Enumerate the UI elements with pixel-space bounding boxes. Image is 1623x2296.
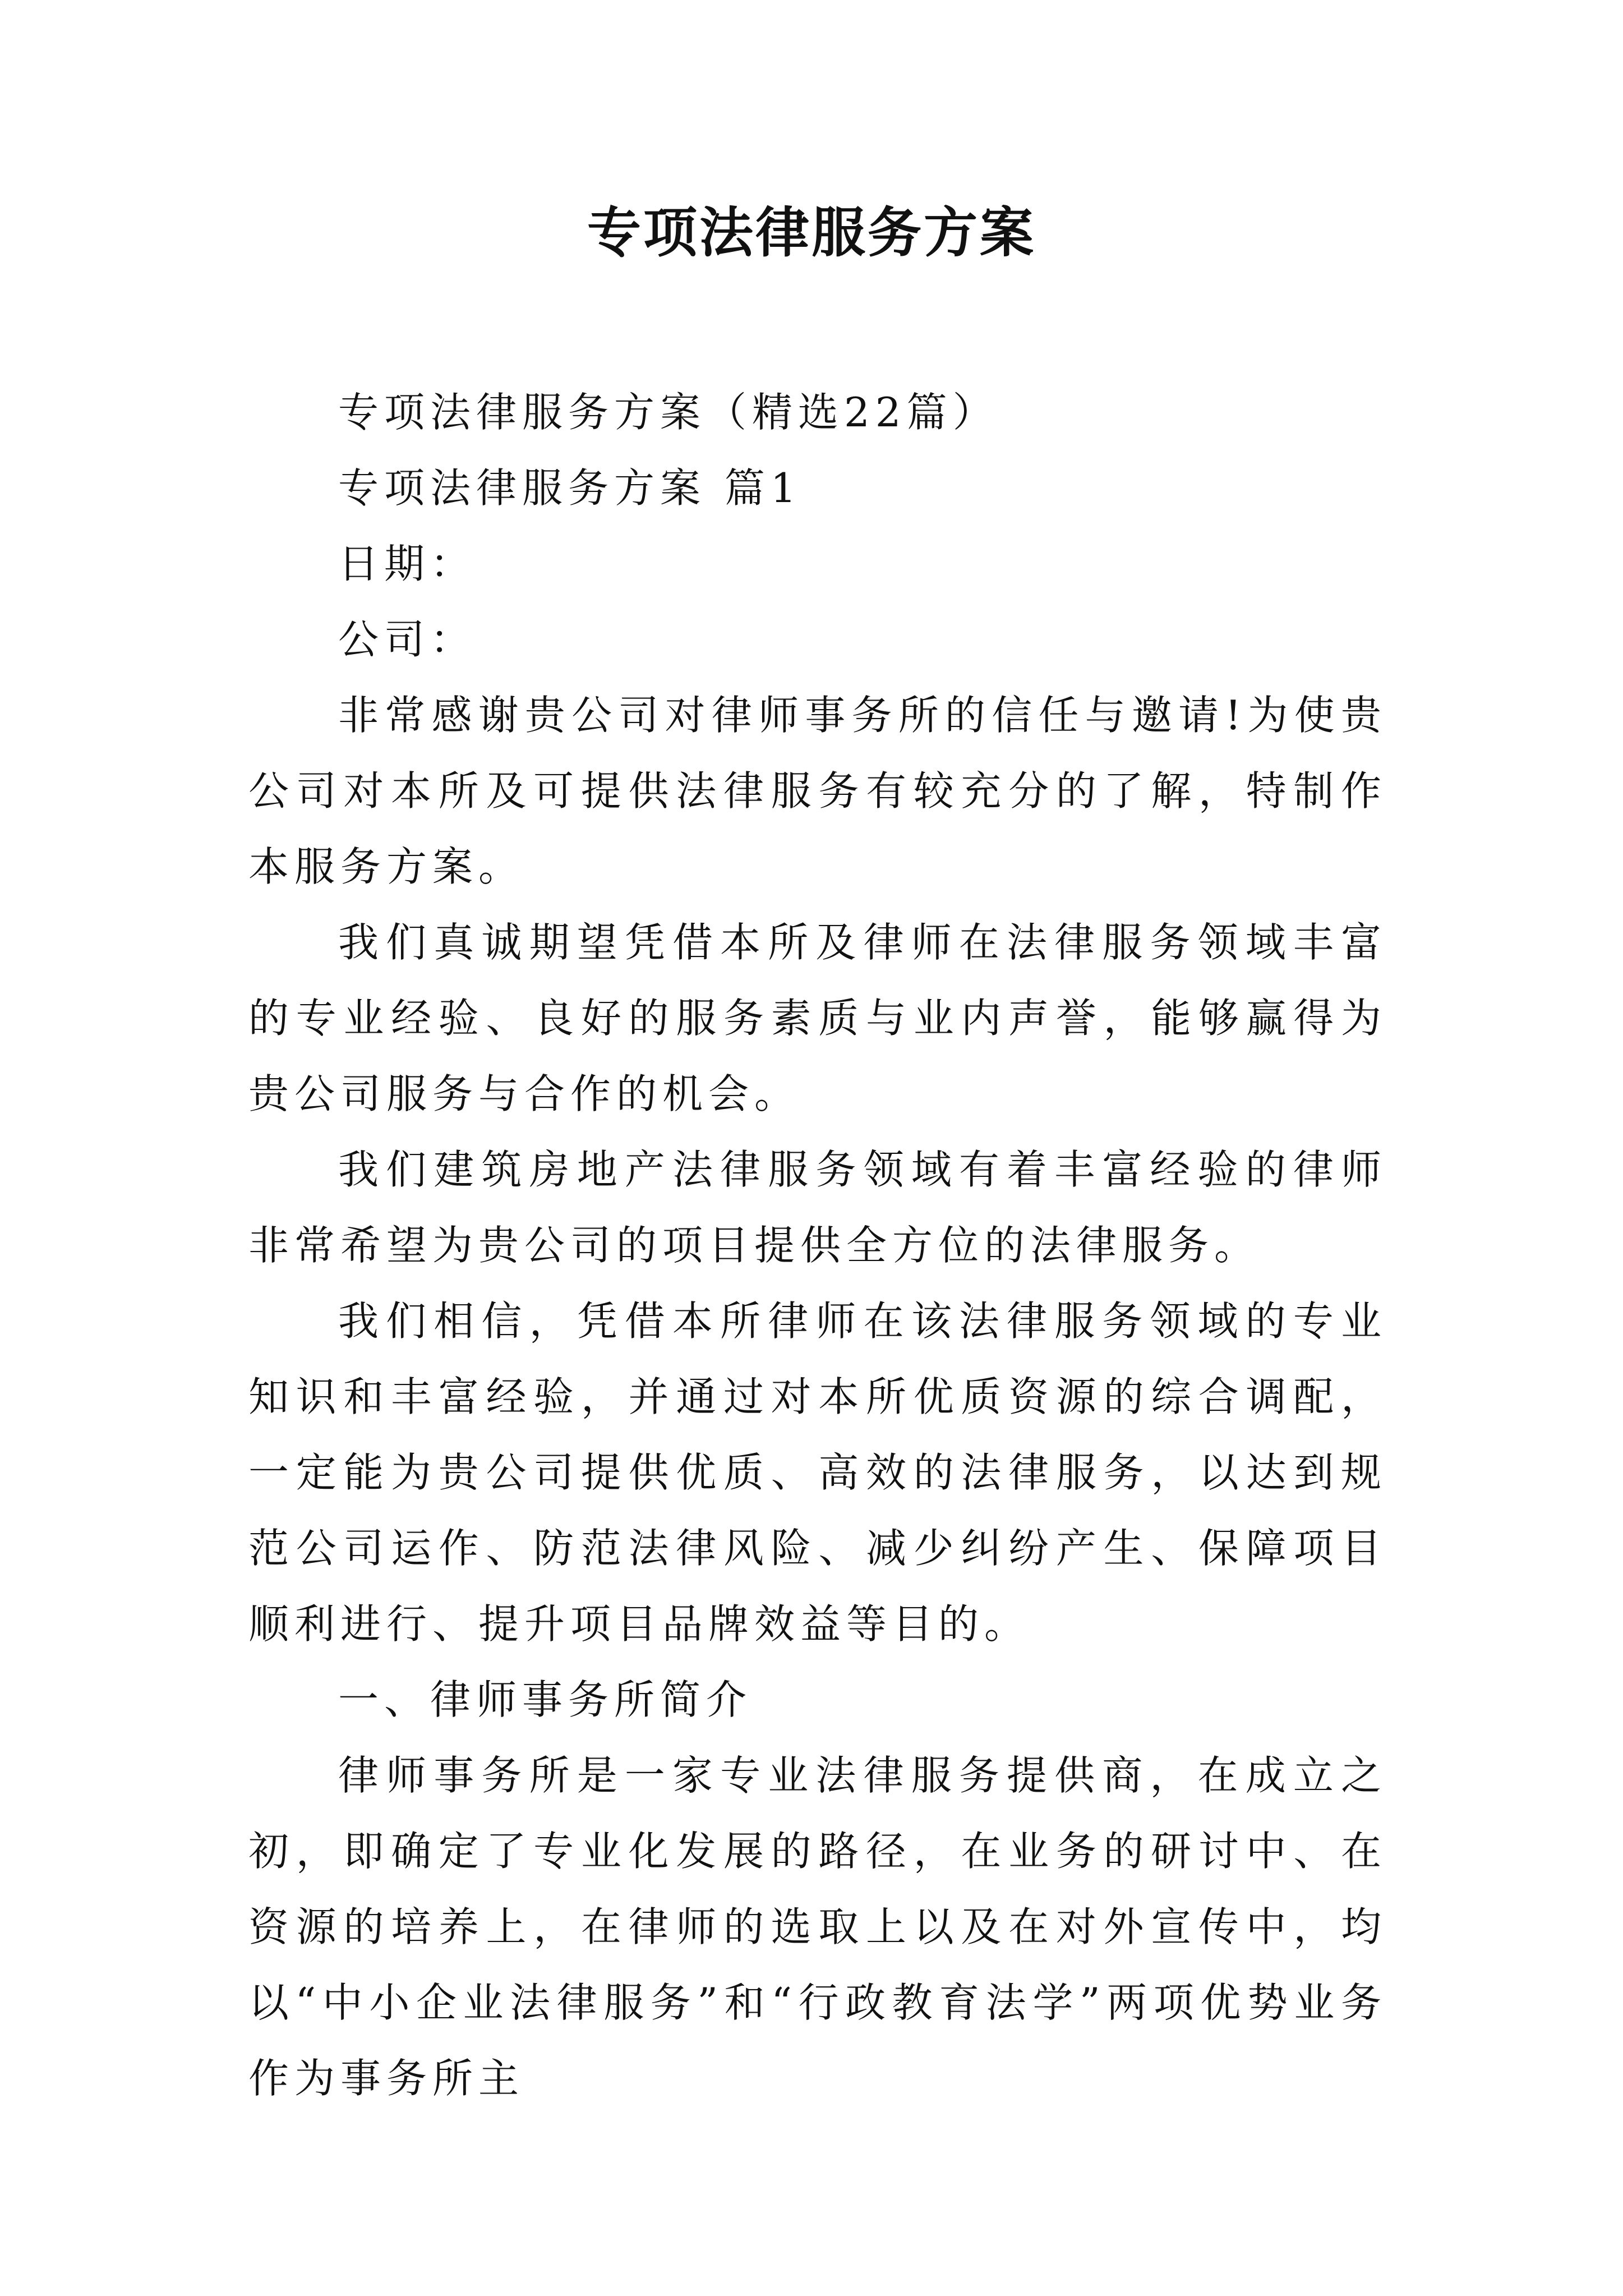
- paragraph: 专项法律服务方案 篇1: [338, 464, 802, 512]
- section-heading: 一、律师事务所简介: [338, 1676, 753, 1723]
- paragraph: 专项法律服务方案（精选22篇）: [338, 389, 999, 436]
- paragraph: 我们真诚期望凭借本所及律师在法律服务领域丰富的专业经验、良好的服务素质与业内声誉，能够赢得为贵公司服务与合作的机会。: [248, 919, 1387, 1117]
- paragraph: 非常感谢贵公司对律师事务所的信任与邀请!为使贵公司对本所及可提供法律服务有较充分的了解，特制作本服务方案。: [248, 692, 1387, 890]
- document-body: [248, 375, 1387, 2116]
- paragraph: 公司：: [338, 616, 477, 663]
- paragraph: 日期：: [338, 540, 477, 587]
- paragraph: 律师事务所是一家专业法律服务提供商，在成立之初，即确定了专业化发展的路径，在业务的研讨中、在资源的培养上，在律师的选取上以及在对外宣传中，均以“中小企业法律服务”和“行政教育法学”两项优势业务作为事务所主: [248, 1752, 1387, 2102]
- document-title: 专项法律服务方案: [587, 201, 1036, 264]
- paragraph: 我们建筑房地产法律服务领域有着丰富经验的律师非常希望为贵公司的项目提供全方位的法律服务。: [248, 1146, 1387, 1269]
- paragraph: 我们相信，凭借本所律师在该法律服务领域的专业知识和丰富经验，并通过对本所优质资源的综合调配，一定能为贵公司提供优质、高效的法律服务，以达到规范公司运作、防范法律风险、减少纠纷产生、保障项目顺利进行、提升项目品牌效益等目的。: [248, 1297, 1387, 1648]
